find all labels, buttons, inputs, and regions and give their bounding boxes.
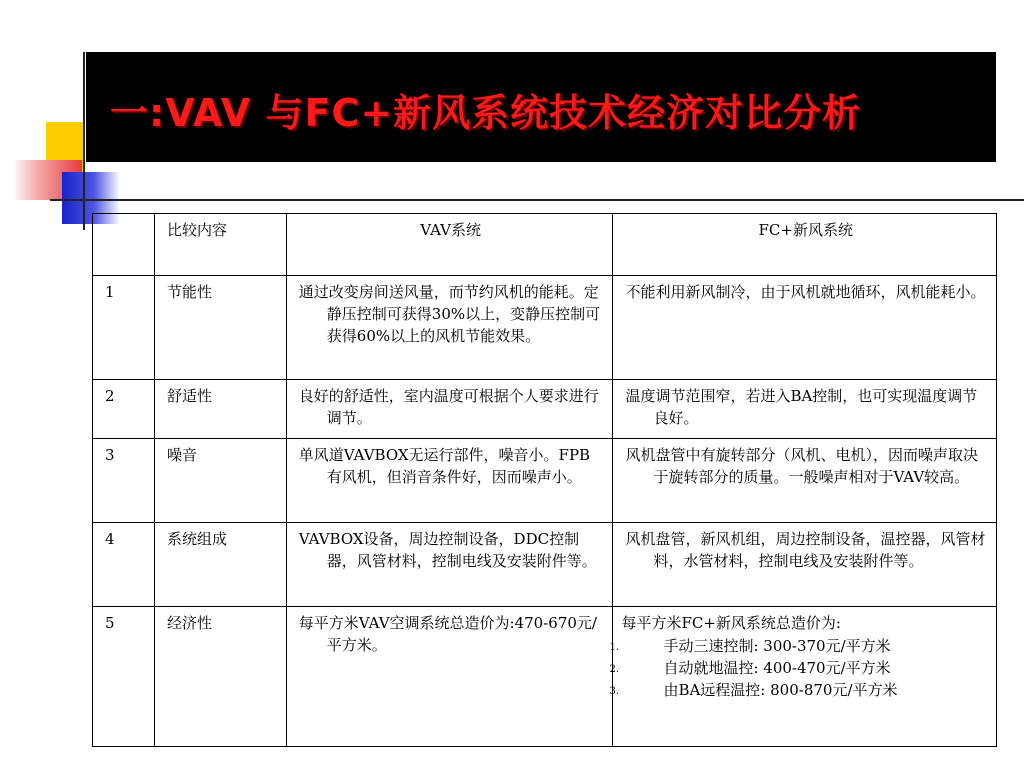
table-header-row: [93, 214, 997, 276]
decor-horizontal-line: [50, 199, 1024, 201]
row-item: 经济性: [154, 607, 286, 747]
row-number: 2: [93, 380, 155, 439]
row-vav: VAVBOX设备，周边控制设备，DDC控制器，风管材料，控制电线及安装附件等。: [286, 523, 613, 607]
row-fc: 风机盘管中有旋转部分（风机、电机），因而噪声取决于旋转部分的质量。一般噪声相对于VAV较高。: [613, 439, 997, 523]
table-row: [93, 607, 997, 747]
row-fc: 温度调节范围窄，若进入BA控制，也可实现温度调节良好。: [613, 380, 997, 439]
header-cell-fc: FC+新风系统: [613, 214, 997, 276]
table-row: [93, 523, 997, 607]
list-item-number: 3.: [609, 686, 619, 697]
comparison-table: [92, 213, 997, 747]
list-item-text: 手动三速控制: 300-370元/平方米: [663, 637, 891, 655]
row-number: 4: [93, 523, 155, 607]
row-item: 舒适性: [154, 380, 286, 439]
row-vav: 单风道VAVBOX无运行部件，噪音小。FPB有风机，但消音条件好，因而噪声小。: [286, 439, 613, 523]
table-row: [93, 276, 997, 380]
slide-title: 一:VAV 与FC+新风系统技术经济对比分析: [110, 91, 862, 135]
row-vav: 通过改变房间送风量，而节约风机的能耗。定静压控制可获得30%以上，变静压控制可获得60%以上的风机节能效果。: [286, 276, 613, 380]
row-item: 节能性: [154, 276, 286, 380]
header-cell-item: 比较内容: [154, 214, 286, 276]
row-vav: 每平方米VAV空调系统总造价为:470-670元/平方米。: [286, 607, 613, 747]
header-cell-no: [93, 214, 155, 276]
list-item: [609, 657, 986, 679]
decor-vertical-line: [83, 52, 85, 230]
list-item-number: 1.: [609, 642, 619, 653]
row-item: 噪音: [154, 439, 286, 523]
row-number: 3: [93, 439, 155, 523]
row-number: 5: [93, 607, 155, 747]
header-cell-vav: VAV系统: [286, 214, 613, 276]
table-row: [93, 380, 997, 439]
fc-cost-intro: 每平方米FC+新风系统总造价为:: [621, 614, 841, 632]
row-item: 系统组成: [154, 523, 286, 607]
list-item: [609, 635, 986, 657]
row-fc: 风机盘管，新风机组，周边控制设备，温控器，风管材料，水管材料，控制电线及安装附件等。: [613, 523, 997, 607]
fc-cost-list: [609, 635, 986, 701]
row-vav: 良好的舒适性，室内温度可根据个人要求进行调节。: [286, 380, 613, 439]
list-item: [609, 679, 986, 701]
row-fc: 不能利用新风制冷，由于风机就地循环，风机能耗小。: [613, 276, 997, 380]
list-item-text: 自动就地温控: 400-470元/平方米: [663, 659, 891, 677]
list-item-text: 由BA远程温控: 800-870元/平方米: [663, 681, 898, 699]
table-row: [93, 439, 997, 523]
list-item-number: 2.: [609, 664, 619, 675]
row-fc: [609, 607, 997, 747]
row-number: 1: [93, 276, 155, 380]
